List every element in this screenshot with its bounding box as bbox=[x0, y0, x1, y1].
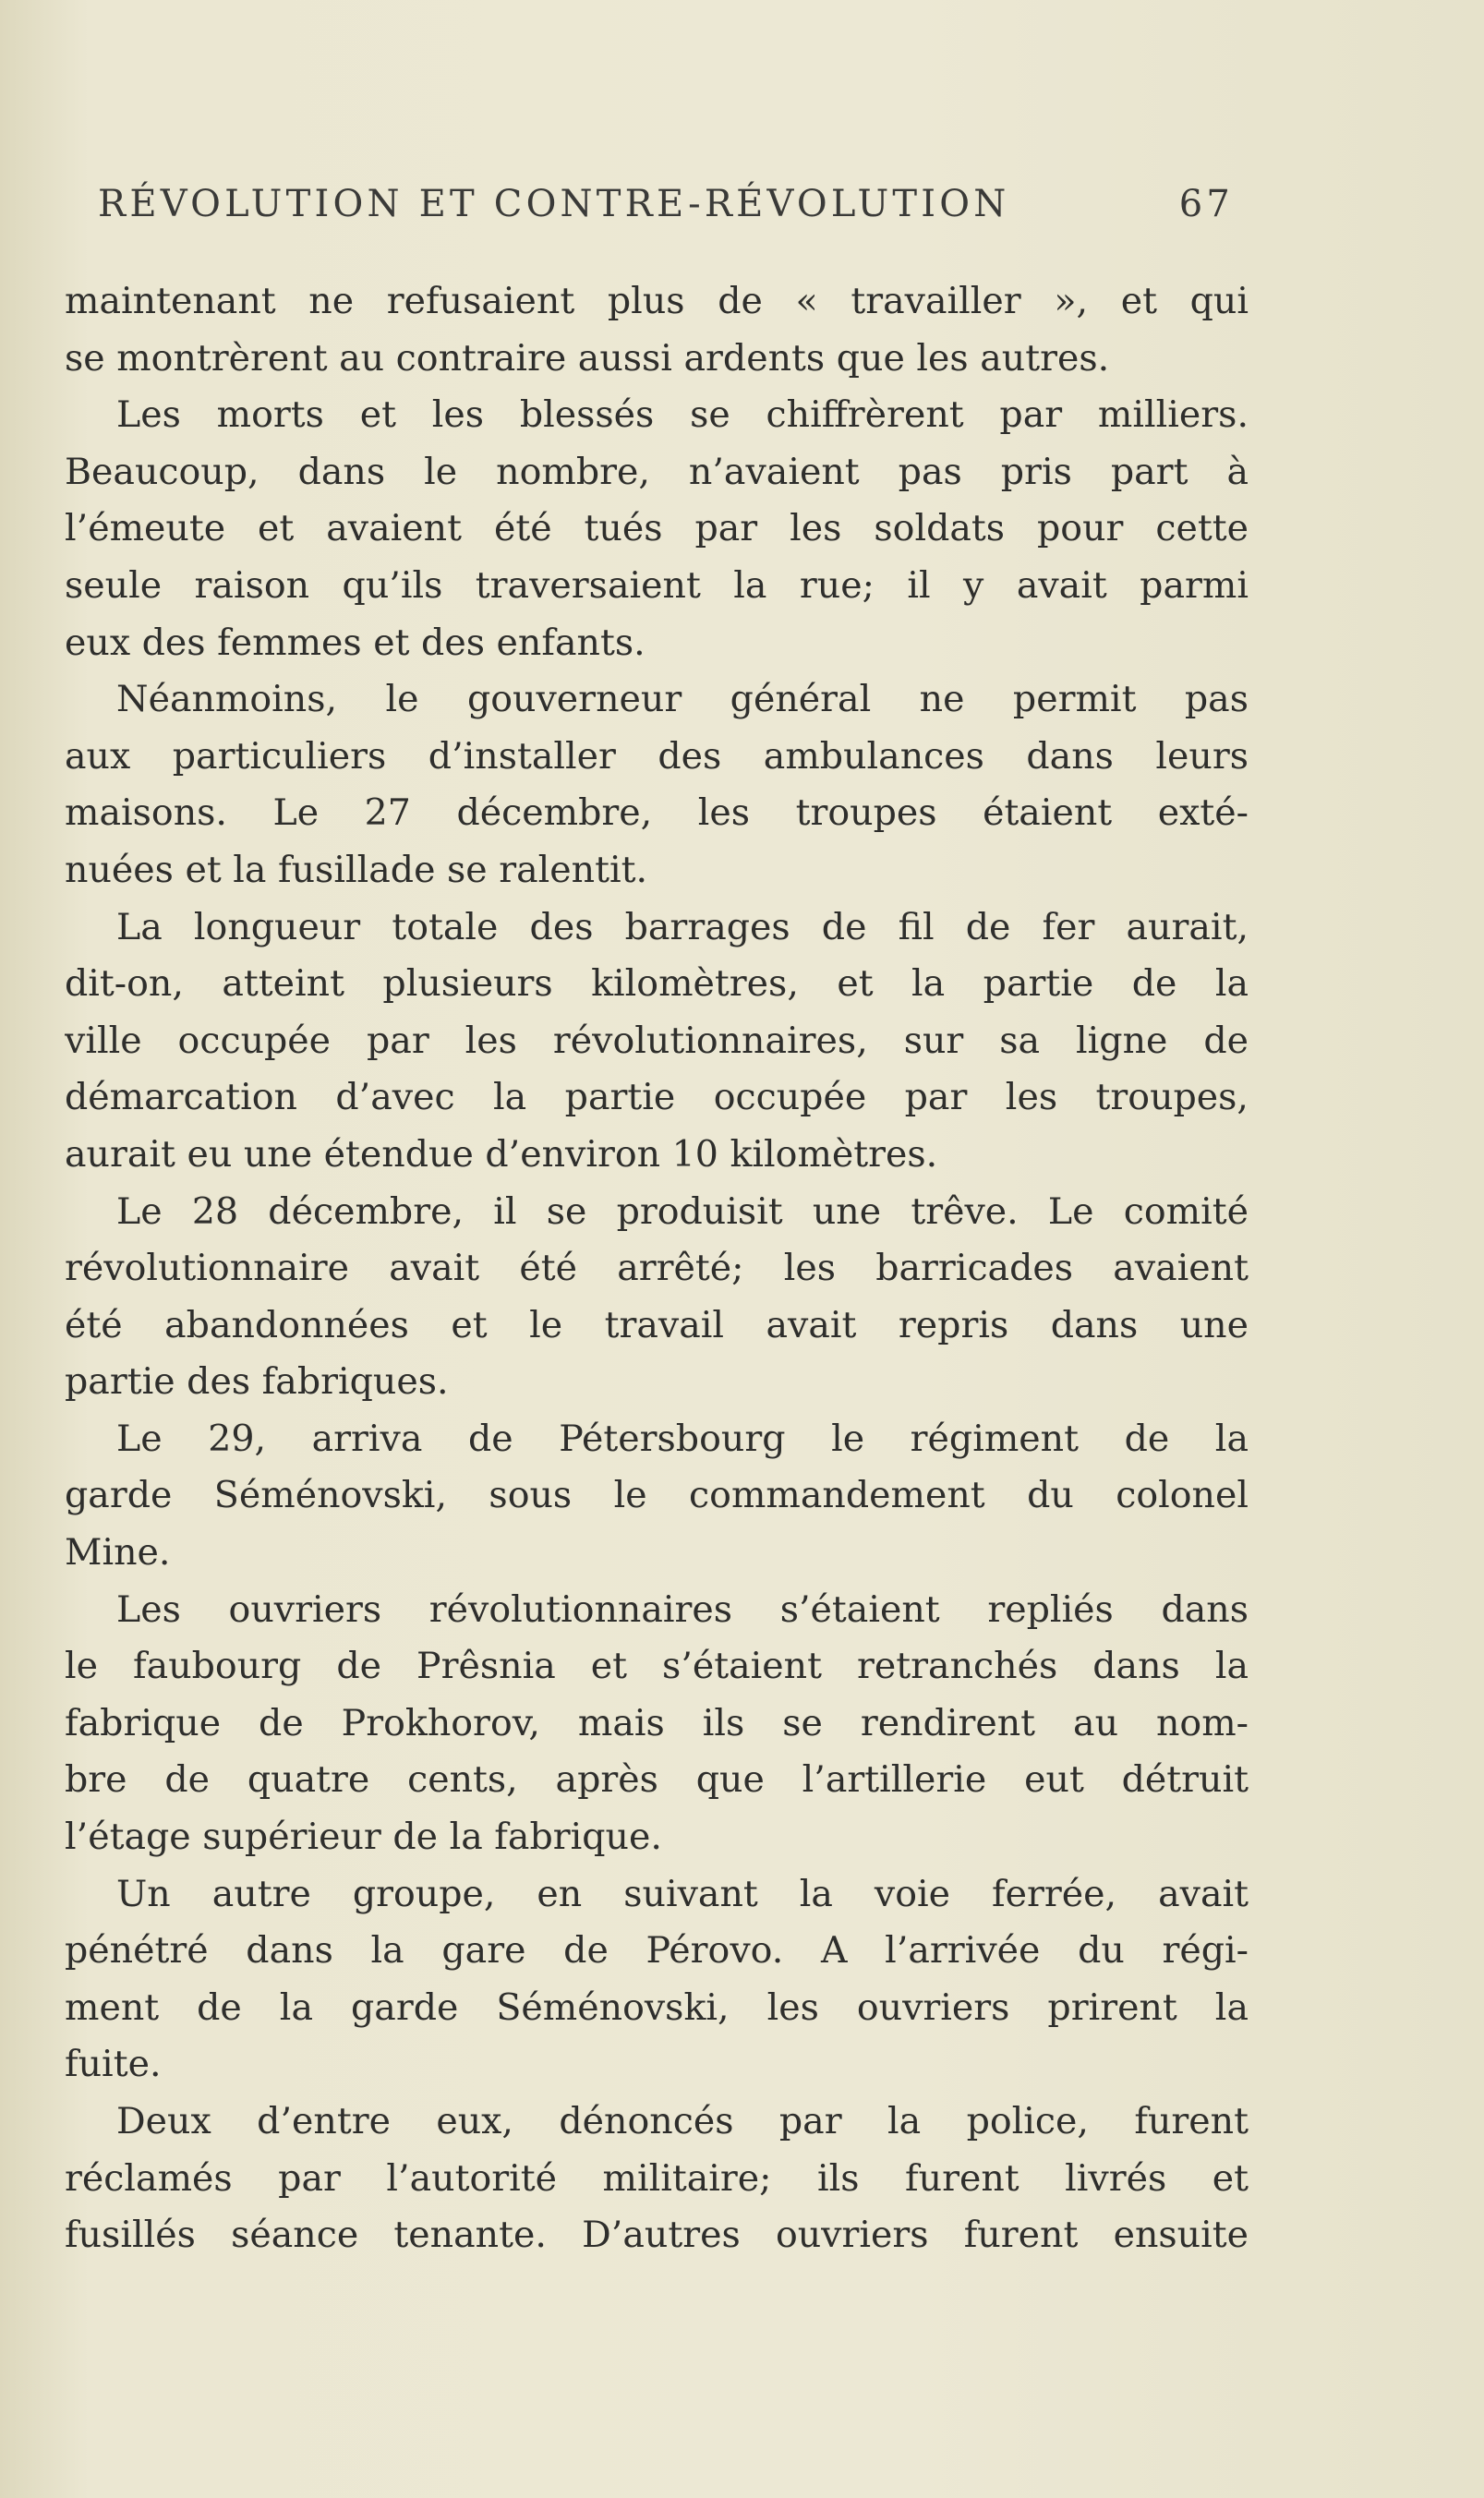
text-line: seule raison qu’ils traversaient la rue; il y avait parmi bbox=[65, 563, 1249, 607]
text-line: ville occupée par les révolutionnaires, sur sa ligne de bbox=[65, 1019, 1249, 1062]
text-line: se montrèrent au contraire aussi ardents que les autres. bbox=[65, 336, 1110, 380]
text-line: aurait eu une étendue d’environ 10 kilomètres. bbox=[65, 1132, 938, 1176]
text-line: réclamés par l’autorité militaire; ils furent livrés et bbox=[65, 2156, 1249, 2200]
text-line: dit-on, atteint plusieurs kilomètres, et la partie de la bbox=[65, 962, 1249, 1006]
running-head bbox=[98, 183, 1234, 238]
text-line: aux particuliers d’installer des ambulances dans leurs bbox=[65, 734, 1249, 778]
text-line: Le 28 décembre, il se produisit une trêve. Le comité bbox=[116, 1189, 1249, 1233]
text-line: démarcation d’avec la partie occupée par les troupes, bbox=[65, 1076, 1249, 1119]
chapter-title: RÉVOLUTION ET CONTRE-RÉVOLUTION bbox=[98, 183, 1010, 225]
text-line: maintenant ne refusaient plus de « travailler », et qui bbox=[65, 280, 1249, 322]
text-line: Les ouvriers révolutionnaires s’étaient repliés dans bbox=[116, 1587, 1249, 1631]
text-line: révolutionnaire avait été arrêté; les barricades avaient bbox=[65, 1247, 1249, 1290]
text-line: fusillés séance tenante. D’autres ouvriers furent ensuite bbox=[65, 2214, 1249, 2257]
text-line: l’étage supérieur de la fabrique. bbox=[65, 1816, 662, 1859]
text-line: La longueur totale des barrages de fil de fer aurait, bbox=[116, 905, 1249, 948]
text-line: eux des femmes et des enfants. bbox=[65, 621, 645, 664]
text-line: Le 29, arriva de Pétersbourg le régiment de la bbox=[116, 1417, 1249, 1460]
text-line: le faubourg de Prêsnia et s’étaient retranchés dans la bbox=[65, 1645, 1249, 1688]
text-line: maisons. Le 27 décembre, les troupes étaient exté- bbox=[65, 791, 1249, 835]
text-line: Beaucoup, dans le nombre, n’avaient pas pris part à bbox=[65, 450, 1249, 493]
text-line: Néanmoins, le gouverneur général ne permit pas bbox=[116, 678, 1249, 721]
text-line: Deux d’entre eux, dénoncés par la police, furent bbox=[116, 2100, 1249, 2142]
text-line: été abandonnées et le travail avait repris dans une bbox=[65, 1303, 1249, 1346]
text-line: Un autre groupe, en suivant la voie ferrée, avait bbox=[116, 1872, 1249, 1915]
page-number: 67 bbox=[1178, 183, 1234, 225]
text-line: ment de la garde Séménovski, les ouvriers prirent la bbox=[65, 1985, 1249, 2029]
text-line: l’émeute et avaient été tués par les soldats pour cette bbox=[65, 507, 1249, 550]
text-line: fabrique de Prokhorov, mais ils se rendirent au nom- bbox=[65, 1701, 1249, 1744]
text-line: nuées et la fusillade se ralentit. bbox=[65, 848, 648, 891]
text-line: Mine. bbox=[65, 1531, 171, 1575]
text-line: Les morts et les blessés se chiffrèrent par milliers. bbox=[116, 393, 1249, 437]
text-line: bre de quatre cents, après que l’artillerie eut détruit bbox=[65, 1758, 1249, 1802]
text-line: garde Séménovski, sous le commandement du colonel bbox=[65, 1474, 1249, 1517]
text-line: pénétré dans la gare de Pérovo. A l’arrivée du régi- bbox=[65, 1929, 1249, 1973]
text-line: fuite. bbox=[65, 2043, 162, 2086]
body-text bbox=[65, 273, 1249, 2264]
text-line: partie des fabriques. bbox=[65, 1360, 449, 1404]
